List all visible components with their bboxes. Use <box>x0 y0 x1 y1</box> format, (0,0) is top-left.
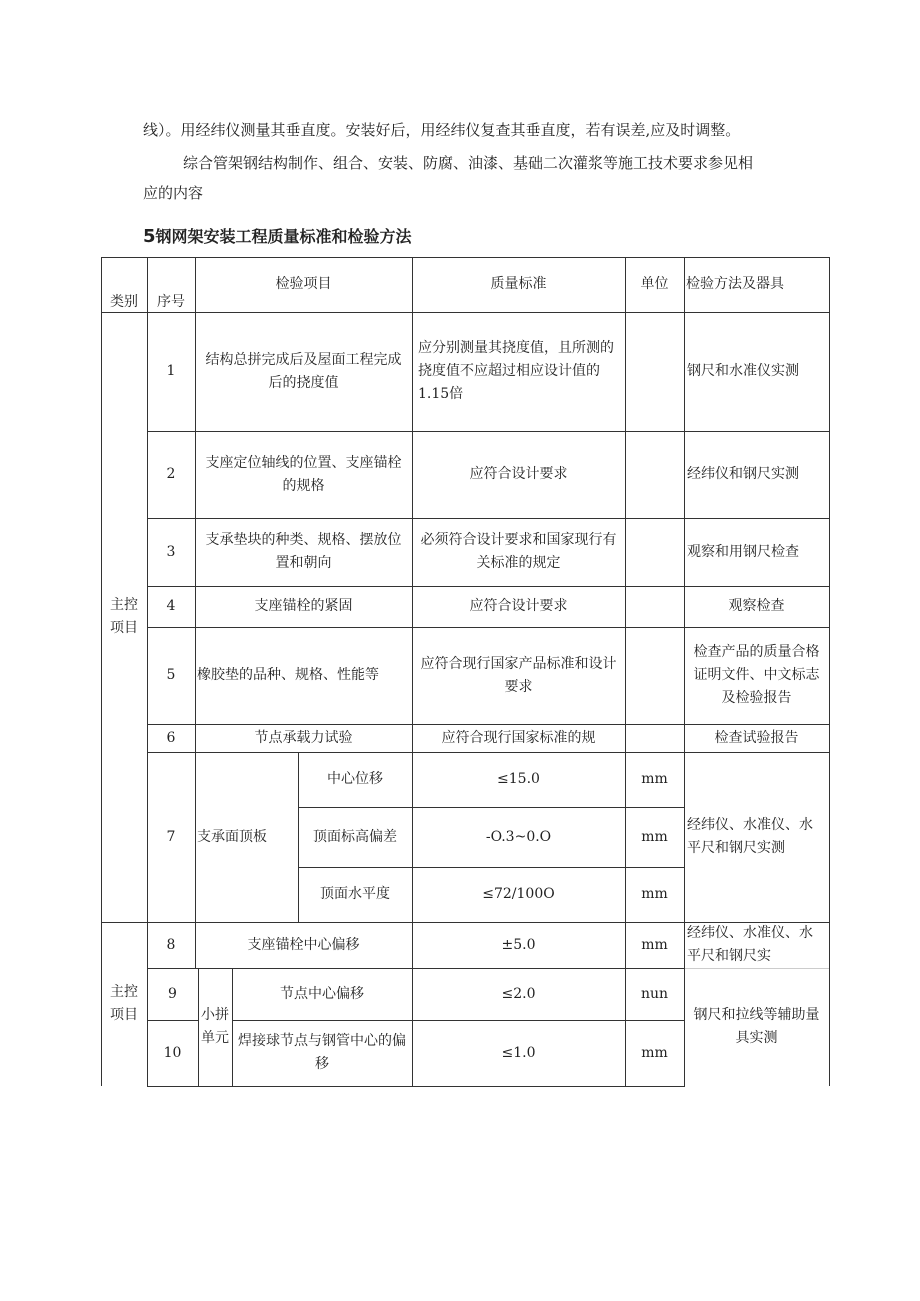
row6-unit <box>625 724 684 752</box>
row6-method: 检查试验报告 <box>714 729 799 746</box>
row6-item: 节点承载力试验 <box>254 729 353 746</box>
row6-seq: 6 <box>166 729 176 746</box>
row9-10-group: 小拼单元 <box>201 1007 229 1046</box>
row1-unit <box>625 312 684 431</box>
header-unit: 单位 <box>640 276 669 292</box>
intro-line-3: 应的内容 <box>143 184 204 202</box>
row4-method: 观察检查 <box>728 598 785 614</box>
row4-item: 支座锚栓的紧固 <box>254 598 353 614</box>
row8-method: 经纬仪、水准仪、水平尺和钢尺实 <box>687 925 813 964</box>
header-category: 类别 <box>110 293 138 310</box>
row2-standard: 应符合设计要求 <box>469 466 568 482</box>
row9-seq: 9 <box>168 985 177 1002</box>
row2-unit <box>625 431 684 518</box>
row7a-standard: ≤15.0 <box>497 771 540 787</box>
row8-seq: 8 <box>166 936 176 953</box>
row5-method: 检查产品的质量合格证明文件、中文标志及检验报告 <box>693 644 820 706</box>
row8-item: 支座锚栓中心偏移 <box>247 936 360 953</box>
row8-standard: ±5.0 <box>501 936 536 953</box>
row7c-standard: ≤72/100O <box>482 886 555 902</box>
row1-seq: 1 <box>166 363 176 379</box>
row2-seq: 2 <box>166 466 176 482</box>
row7b-standard: -O.3~0.O <box>485 828 552 845</box>
row3-standard: 必须符合设计要求和国家现行有关标准的规定 <box>420 532 617 571</box>
row3-method: 观察和用钢尺检查 <box>687 543 799 560</box>
section-heading <box>143 224 412 247</box>
header-method: 检验方法及器具 <box>686 276 784 292</box>
row9-unit: nun <box>640 985 669 1002</box>
row10-name: 焊接球节点与钢管中心的偏移 <box>238 1033 406 1072</box>
row4-seq: 4 <box>166 598 176 614</box>
section-number: 5 <box>143 226 156 247</box>
row7-method: 经纬仪、水准仪、水平尺和钢尺实测 <box>687 817 813 856</box>
row10-seq: 10 <box>163 1044 182 1061</box>
header-item: 检验项目 <box>275 276 332 292</box>
row2-method: 经纬仪和钢尺实测 <box>687 466 799 482</box>
row5-standard: 应符合现行国家产品标准和设计要求 <box>420 655 617 695</box>
intro-line-2: 综合管架钢结构制作、组合、安装、防腐、油漆、基础二次灌浆等施工技术要求参见相 <box>183 154 754 172</box>
row5-seq: 5 <box>166 667 176 683</box>
row3-unit <box>625 518 684 586</box>
row7b-unit: mm <box>641 828 668 845</box>
row8-unit: mm <box>641 936 668 953</box>
row5-unit <box>625 627 684 724</box>
section-title: 钢网架安装工程质量标准和检验方法 <box>155 227 412 246</box>
row9-standard: ≤2.0 <box>501 985 536 1002</box>
category-main-control-2: 主控项目 <box>110 984 138 1023</box>
row10-standard: ≤1.0 <box>501 1044 536 1061</box>
header-seq: 序号 <box>157 293 185 310</box>
row3-item: 支承垫块的种类、规格、摆放位置和朝向 <box>205 532 402 571</box>
row3-seq: 3 <box>166 543 176 560</box>
row5-item: 橡胶垫的品种、规格、性能等 <box>197 667 379 683</box>
row4-standard: 应符合设计要求 <box>469 598 568 614</box>
header-standard: 质量标准 <box>490 276 547 292</box>
intro-line-1: 线）。用经纬仪测量其垂直度。安装好后，用经纬仪复查其垂直度，若有误差,应及时调整。 <box>143 121 741 139</box>
row7-group: 支承面顶板 <box>197 828 267 845</box>
row7a-unit: mm <box>641 771 668 787</box>
row6-standard: 应符合现行国家标准的规 <box>441 729 596 746</box>
row7a-name: 中心位移 <box>327 771 383 787</box>
category-main-control: 主控项目 <box>110 597 138 636</box>
row1-method: 钢尺和水准仪实测 <box>687 363 799 379</box>
row9-10-method: 钢尺和拉线等辅助量具实测 <box>693 1007 820 1046</box>
row9-name: 节点中心偏移 <box>280 985 364 1002</box>
row7c-name: 顶面水平度 <box>320 886 390 902</box>
row1-item: 结构总拼完成后及屋面工程完成后的挠度值 <box>205 351 402 391</box>
row1-standard: 应分别测量其挠度值，且所测的挠度值不应超过相应设计值的1.15倍 <box>418 340 614 402</box>
row7c-unit: mm <box>641 886 668 902</box>
row7-seq: 7 <box>166 828 176 845</box>
row7b-name: 顶面标高偏差 <box>313 828 397 845</box>
row10-unit: mm <box>641 1044 668 1061</box>
row4-unit <box>625 586 684 627</box>
row2-item: 支座定位轴线的位置、支座锚栓的规格 <box>205 454 402 494</box>
